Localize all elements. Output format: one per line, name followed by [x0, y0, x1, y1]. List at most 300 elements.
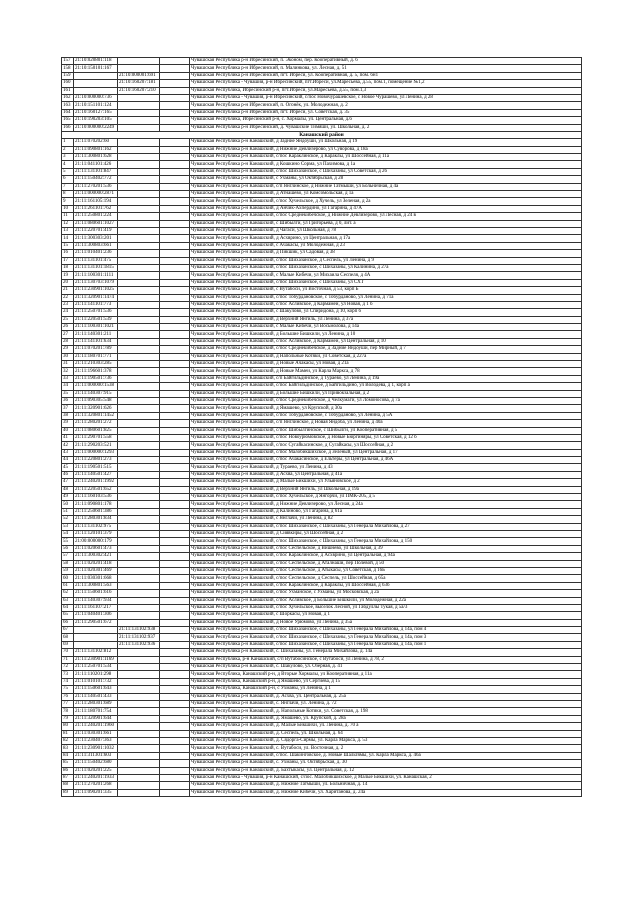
table-row — [62, 235, 582, 242]
extra-cell — [160, 176, 190, 183]
address-cell: Чувашская Республика, Ибресинский р-н, с. Хормалы, ул. Центральная, д.6 — [190, 117, 582, 124]
extra-cell — [160, 464, 190, 471]
address-cell: Чувашская Республика р-н Ибресинский, п. Малинкова, ул. Лесная, д. 51 — [190, 65, 582, 72]
extra-cell — [160, 427, 190, 434]
row-number-cell: 17 — [62, 257, 74, 264]
premises-cadastral-cell — [118, 390, 160, 397]
address-cell: Чувашская Республика р-н Канашский, д Новое Урюмово, ул Ленина, д 35а — [190, 619, 582, 626]
premises-cadastral-cell — [118, 575, 160, 582]
cadastral-number-cell: 21:11:090305:548 — [74, 397, 118, 404]
cadastral-number-cell: 21:11:160103:536 — [74, 494, 118, 501]
premises-cadastral-cell — [118, 198, 160, 205]
cadastral-number-cell: 21:11:161107:217 — [74, 604, 118, 611]
premises-cadastral-cell — [118, 442, 160, 449]
extra-cell — [160, 72, 190, 79]
cadastral-number-cell: 21:11:261101:762 — [74, 205, 118, 212]
table-row — [62, 109, 582, 116]
extra-cell — [160, 449, 190, 456]
row-number-cell: 67 — [62, 627, 74, 634]
registry-table — [61, 57, 581, 797]
row-number-cell: 78 — [62, 708, 74, 715]
row-number-cell: 37 — [62, 405, 74, 412]
premises-cadastral-cell: 21:10:160207:181 — [118, 80, 160, 87]
cadastral-number-cell: 21:11:250601:386 — [74, 508, 118, 515]
address-cell: Чувашская Республика р-н Канашский, с/пос Тобурдановское, с Тобурданово, ул Ленина, д 71а — [190, 294, 582, 301]
extra-cell — [160, 257, 190, 264]
premises-cadastral-cell — [118, 427, 160, 434]
extra-cell — [160, 434, 190, 441]
address-cell: Чувашская Республика р-н Канашский, с. Шихазаны, ул. Генерала Михайлова, д. 14а — [190, 649, 582, 656]
row-number-cell: 25 — [62, 316, 74, 323]
premises-cadastral-cell — [118, 700, 160, 707]
extra-cell — [160, 442, 190, 449]
extra-cell — [160, 531, 190, 538]
row-number-cell: 162 — [62, 94, 74, 101]
cadastral-number-cell: 21:11:220501:539 — [74, 316, 118, 323]
table-row — [62, 353, 582, 360]
table-row — [62, 457, 582, 464]
address-cell: Чувашская Республика, Ибресинский р-н, пгт.Ибреси, ул.Маресьева, д.55, пом.1,3 — [190, 87, 582, 94]
row-number-cell: 73 — [62, 671, 74, 678]
row-number-cell: 16 — [62, 250, 74, 257]
row-number-cell: 14 — [62, 235, 74, 242]
row-number-cell: 51 — [62, 508, 74, 515]
premises-cadastral-cell — [118, 664, 160, 671]
cadastral-number-cell: 21:11:300302:421 — [74, 553, 118, 560]
extra-cell — [160, 80, 190, 87]
row-number-cell: 26 — [62, 324, 74, 331]
extra-cell — [160, 597, 190, 604]
row-number-cell: 34 — [62, 383, 74, 390]
row-number-cell: 6 — [62, 176, 74, 183]
premises-cadastral-cell — [118, 353, 160, 360]
table-row — [62, 405, 582, 412]
address-cell: Чувашская Республика р-н Канашский, с/пос Ачакасинское, д Ёльтеры, ул Центральная, д 46А — [190, 457, 582, 464]
row-number-cell: 29 — [62, 346, 74, 353]
table-row — [62, 575, 582, 582]
address-cell: Чувашская Республика р-н Канашский, с/пос Караклинское, д Асхврино, ул Центральная, д 94а — [190, 553, 582, 560]
cadastral-number-cell: 21:11:110201:298 — [74, 671, 118, 678]
extra-cell — [160, 375, 190, 382]
address-cell: Чувашская Республика р-н Канашский, с Малые Кибечи, ул Восьмолова, д 14а — [190, 324, 582, 331]
row-number-cell: 72 — [62, 664, 74, 671]
premises-cadastral-cell — [118, 109, 160, 116]
row-number-cell: 2 — [62, 146, 74, 153]
cadastral-number-cell: 21:11:161105:194 — [74, 198, 118, 205]
table-row — [62, 146, 582, 153]
extra-cell — [160, 346, 190, 353]
extra-cell — [160, 516, 190, 523]
cadastral-number-cell: 21:11:000000:2871 — [74, 191, 118, 198]
extra-cell — [160, 656, 190, 663]
extra-cell — [160, 612, 190, 619]
extra-cell — [160, 331, 190, 338]
address-cell: Чувашская Республика р-н Канашский, с. Вутабоси, ул. Восточная, д. 2 — [190, 745, 582, 752]
address-cell: Чувашская Республика р-н Канашский, д Задние Яндоуши, ул Школьная, д 19 — [190, 139, 582, 146]
cadastral-number-cell: 21:00:000000:179 — [74, 538, 118, 545]
table-row — [62, 257, 582, 264]
row-number-cell: 49 — [62, 494, 74, 501]
premises-cadastral-cell — [118, 619, 160, 626]
extra-cell — [160, 94, 190, 101]
address-cell: Чувашская Республика р-н Канашский, с/пос Шихазанское, с Шихазаны, ул Генерала Михайлова, д 14а, пом 3 — [190, 634, 582, 641]
premises-cadastral-cell — [118, 124, 160, 131]
premises-cadastral-cell — [118, 767, 160, 774]
extra-cell — [160, 324, 190, 331]
row-number-cell: 20 — [62, 279, 74, 286]
address-cell: Чувашская Республика, Канашский р-н, д Вторые Хормалы, ул Кооперативная, д 11а — [190, 671, 582, 678]
row-number-cell: 157 — [62, 58, 74, 65]
address-cell: Чувашская Республика р-н Ибресинский, пгт. Ибреси, ул. Советская, д. 35 — [190, 109, 582, 116]
premises-cadastral-cell: 21:11:131102:936 — [118, 641, 160, 648]
premises-cadastral-cell — [118, 553, 160, 560]
row-number-cell: 46 — [62, 471, 74, 478]
premises-cadastral-cell — [118, 508, 160, 515]
row-number-cell: 55 — [62, 538, 74, 545]
cadastral-number-cell: 21:11:220501:652 — [74, 486, 118, 493]
cadastral-number-cell: 21:11:280301:834 — [74, 516, 118, 523]
premises-cadastral-cell — [118, 471, 160, 478]
cadastral-number-cell: 21:11:320801:1452 — [74, 412, 118, 419]
row-number-cell: 32 — [62, 368, 74, 375]
extra-cell — [160, 397, 190, 404]
row-number-cell: 59 — [62, 567, 74, 574]
address-cell: Чувашская Республика р-н Канашский, с/пос Новоурюмовское, д Новые Бюргиняры, ул Советская, д 12 б — [190, 434, 582, 441]
premises-cadastral-cell — [118, 205, 160, 212]
premises-cadastral-cell — [118, 383, 160, 390]
premises-cadastral-cell — [118, 309, 160, 316]
premises-cadastral-cell: 21:11:131102:938 — [118, 627, 160, 634]
extra-cell — [160, 227, 190, 234]
premises-cadastral-cell — [118, 235, 160, 242]
extra-cell — [160, 560, 190, 567]
cadastral-number-cell: 21:11:220701:419 — [74, 227, 118, 234]
table-row — [62, 730, 582, 737]
extra-cell — [160, 627, 190, 634]
row-number-cell: 40 — [62, 427, 74, 434]
table-row — [62, 590, 582, 597]
premises-cadastral-cell — [118, 117, 160, 124]
table-row — [62, 597, 582, 604]
premises-cadastral-cell — [118, 375, 160, 382]
premises-cadastral-cell — [118, 154, 160, 161]
address-cell: Чувашская Республика р-н Канашский, с/пос Асливское, д Кармамеи, ул Новая, д 1 б — [190, 301, 582, 308]
address-cell: Чувашская Республика р-н Канашский, д Сиявкиры, ул Шоссейная, д 2 — [190, 531, 582, 538]
row-number-cell: 58 — [62, 560, 74, 567]
table-row — [62, 80, 582, 87]
premises-cadastral-cell — [118, 479, 160, 486]
row-number-cell: 38 — [62, 412, 74, 419]
premises-cadastral-cell — [118, 272, 160, 279]
table-row — [62, 161, 582, 168]
extra-cell — [160, 250, 190, 257]
extra-cell — [160, 287, 190, 294]
premises-cadastral-cell — [118, 227, 160, 234]
cadastral-number-cell: 21:11:196601:378 — [74, 368, 118, 375]
cadastral-number-cell: 21:11:290701:558 — [74, 434, 118, 441]
address-cell: Чувашская Республика р-н Канашский, д Новые Ачакасы, ул Новая, д 21а — [190, 361, 582, 368]
cadastral-number-cell: 21:11:290203:521 — [74, 442, 118, 449]
extra-cell — [160, 604, 190, 611]
table-row — [62, 715, 582, 722]
premises-cadastral-cell — [118, 789, 160, 796]
address-cell: Чувашская Республика р-н Канашский, с/пос. Шакинговское, д. Новые Шальтямы, ул. Карла Маркса, д. 46а — [190, 752, 582, 759]
premises-cadastral-cell — [118, 65, 160, 72]
address-cell: Чувашская Республика р-н Канашский, д. Напольные Котяки, ул. Советская, д. 198 — [190, 708, 582, 715]
extra-cell — [160, 789, 190, 796]
cadastral-number-cell: 21:11:000000:1293 — [74, 449, 118, 456]
row-number-cell: 83 — [62, 745, 74, 752]
address-cell: Чувашская Республика р-н Канашский, с/пос Байгильдинское, д Байгильдино, ул Володева, д 1, корп а — [190, 383, 582, 390]
premises-cadastral-cell — [118, 501, 160, 508]
address-cell: Чувашская Республика, Канашский р-н, д Ямашево, ул Сергиева, д 15 — [190, 678, 582, 685]
extra-cell — [160, 412, 190, 419]
cadastral-number-cell: 21:11:090801:162 — [74, 146, 118, 153]
extra-cell — [160, 139, 190, 146]
address-cell: Чувашская Республика р-н Канашский, с/пос Сугайкасинское, д Сугайкасы, ул Шоссейная, д 2 — [190, 442, 582, 449]
cadastral-number-cell: 21:11:190501:736 — [74, 375, 118, 382]
premises-cadastral-cell — [118, 567, 160, 574]
address-cell: Чувашская Республика р-н Канашский, с Янглачи, ул Ленина, д 82 — [190, 516, 582, 523]
extra-cell — [160, 58, 190, 65]
cadastral-number-cell: 21:11:270201:268 — [74, 782, 118, 789]
cadastral-number-cell: 21:10:160127:165 — [74, 109, 118, 116]
table-row — [62, 94, 582, 101]
cadastral-number-cell: 21:10:020801:118 — [74, 58, 118, 65]
extra-cell — [160, 102, 190, 109]
table-row — [62, 58, 582, 65]
premises-cadastral-cell — [118, 449, 160, 456]
cadastral-number-cell: 21:11:140301:211 — [74, 331, 118, 338]
premises-cadastral-cell — [118, 693, 160, 700]
address-cell: Чувашская Республика р-н Канашский, д Верхний Янгиль, ул Ленина, д 37а — [190, 316, 582, 323]
extra-cell — [160, 752, 190, 759]
table-row — [62, 87, 582, 94]
premises-cadastral-cell — [118, 264, 160, 271]
table-row — [62, 612, 582, 619]
extra-cell — [160, 523, 190, 530]
table-row — [62, 168, 582, 175]
row-number-cell: 50 — [62, 501, 74, 508]
cadastral-number-cell: 21:11:320901:644 — [74, 715, 118, 722]
extra-cell — [160, 87, 190, 94]
extra-cell — [160, 198, 190, 205]
table-row — [62, 523, 582, 530]
address-cell: Чувашская Республика р-н Канашский, с/пос Хучельское, выселок Лесной, ул Габдуллы Тукая, д 5а/3 — [190, 604, 582, 611]
table-row — [62, 383, 582, 390]
premises-cadastral-cell — [118, 457, 160, 464]
row-number-cell: 24 — [62, 309, 74, 316]
extra-cell — [160, 553, 190, 560]
address-cell: Чувашская Республика р-н Канашский, с/пос Шихазанское, с Шихазаны, ул Генерала Михайлова, д 14а, пом 4 — [190, 627, 582, 634]
table-row — [62, 412, 582, 419]
cadastral-number-cell: 21:11:280201:272 — [74, 420, 118, 427]
cadastral-number-cell: 21:11:030301:668 — [74, 575, 118, 582]
table-row — [62, 434, 582, 441]
cadastral-number-cell: 21:11:180701:754 — [74, 708, 118, 715]
premises-cadastral-cell — [118, 316, 160, 323]
row-number-cell: 8 — [62, 191, 74, 198]
table-row — [62, 242, 582, 249]
extra-cell — [160, 774, 190, 781]
premises-cadastral-cell — [118, 782, 160, 789]
premises-cadastral-cell — [118, 183, 160, 190]
table-row — [62, 220, 582, 227]
address-cell: Чувашская Республика р-н Канашский, с/пос Сеспельское, д Атыкасы, ул Советская, д 16Б — [190, 567, 582, 574]
row-number-cell: 9 — [62, 198, 74, 205]
address-cell: Чувашская Республика р-н Канашский, с/пос Сеспельское, д Аталнаши, пер Полевой, д 50 — [190, 560, 582, 567]
premises-cadastral-cell — [118, 94, 160, 101]
premises-cadastral-cell — [118, 220, 160, 227]
table-row — [62, 309, 582, 316]
cadastral-number-cell: 21:10:190203:105 — [74, 117, 118, 124]
address-cell: Чувашская Республика р-н Канашский, д. Бахтыкасы, ул. Центральная, д. 12 — [190, 767, 582, 774]
cadastral-number-cell: 21:11:080601:1027 — [74, 220, 118, 227]
premises-cadastral-cell — [118, 287, 160, 294]
row-number-cell: 85 — [62, 760, 74, 767]
row-number-cell: 27 — [62, 331, 74, 338]
address-cell: Чувашская Республика р-н Канашский, д. Нижние Татмыши, ул. Больничная, д. 14 — [190, 782, 582, 789]
premises-cadastral-cell — [118, 656, 160, 663]
table-body-kanashsky — [62, 139, 582, 797]
address-cell: Чувашская Республика р-н Канашский, с. Янглачи, ул. Ленина, д. 72 — [190, 700, 582, 707]
row-number-cell: 161 — [62, 87, 74, 94]
premises-cadastral-cell — [118, 730, 160, 737]
extra-cell — [160, 693, 190, 700]
premises-cadastral-cell — [118, 361, 160, 368]
table-row — [62, 346, 582, 353]
premises-cadastral-cell — [118, 464, 160, 471]
row-number-cell: 164 — [62, 109, 74, 116]
row-number-cell: 7 — [62, 183, 74, 190]
row-number-cell: 1 — [62, 139, 74, 146]
extra-cell — [160, 708, 190, 715]
cadastral-number-cell: 21:11:141101:634 — [74, 338, 118, 345]
address-cell: Чувашская Республика р-н Канашский, с/пос Шихазанское, д Сеспель, ул Ленина, д 9 — [190, 257, 582, 264]
premises-cadastral-cell — [118, 346, 160, 353]
cadastral-number-cell: 21:11:150601:616 — [74, 590, 118, 597]
address-cell: Чувашская Республика р-н Канашский, с/пос Шибылгинское, с Шибылги, ул Кооперативная, д 5 — [190, 427, 582, 434]
table-row — [62, 723, 582, 730]
address-cell: Чувашская Республика р-н Канашский, с/пос Среднекибечское, д Челкумаги, ул Ломоносова, д 7а — [190, 397, 582, 404]
table-row — [62, 752, 582, 759]
premises-cadastral-cell — [118, 102, 160, 109]
extra-cell — [160, 649, 190, 656]
table-row — [62, 649, 582, 656]
table-row — [62, 641, 582, 648]
row-number-cell: 33 — [62, 375, 74, 382]
premises-cadastral-cell — [118, 168, 160, 175]
table-row — [62, 604, 582, 611]
table-row — [62, 671, 582, 678]
table-row — [62, 464, 582, 471]
table-row — [62, 516, 582, 523]
table-row — [62, 494, 582, 501]
address-cell: Чувашская Республика - Чувашия, р-н Ибресинский, пгт.Ибреси, ул.Маресьева, д.55, пом.1, помещение №1,2 — [190, 80, 582, 87]
table-row — [62, 501, 582, 508]
table-row — [62, 397, 582, 404]
table-row — [62, 250, 582, 257]
cadastral-number-cell: 21:11:140307:915 — [74, 390, 118, 397]
table-row — [62, 664, 582, 671]
cadastral-number-cell: 21:11:280301:689 — [74, 700, 118, 707]
address-cell: Чувашская Республика р-н Канашский, с Ухманы, ул Октябрьская, д 28 — [190, 176, 582, 183]
table-row — [62, 124, 582, 131]
cadastral-number-cell — [74, 641, 118, 648]
address-cell: Чувашская Республика р-н Канашский, д. Малые Бикшихи, ул. Ленина, д. 70 а — [190, 723, 582, 730]
row-number-cell: 70 — [62, 649, 74, 656]
row-number-cell: 21 — [62, 287, 74, 294]
cadastral-number-cell: 21:11:080601:825 — [74, 427, 118, 434]
row-number-cell: 65 — [62, 612, 74, 619]
premises-cadastral-cell — [118, 604, 160, 611]
premises-cadastral-cell — [118, 420, 160, 427]
premises-cadastral-cell — [118, 523, 160, 530]
cadastral-number-cell: 21:11:020301:469 — [74, 567, 118, 574]
extra-cell — [160, 700, 190, 707]
cadastral-number-cell: 21:11:040401:306 — [74, 612, 118, 619]
extra-cell — [160, 590, 190, 597]
extra-cell — [160, 146, 190, 153]
cadastral-number-cell: 21:11:190501:515 — [74, 464, 118, 471]
cadastral-number-cell — [74, 87, 118, 94]
address-cell: Чувашская Республика р-н Канашский, д Пикшик, ул Садовая, д 38 — [190, 250, 582, 257]
cadastral-number-cell: 21:11:240201:1992 — [74, 479, 118, 486]
cadastral-number-cell: 21:11:240201:1933 — [74, 774, 118, 781]
row-number-cell: 44 — [62, 457, 74, 464]
cadastral-number-cell: 21:11:320901:1474 — [74, 294, 118, 301]
extra-cell — [160, 634, 190, 641]
cadastral-number-cell: 21:11:020601:473 — [74, 545, 118, 552]
row-number-cell: 158 — [62, 65, 74, 72]
address-cell: Чувашская Республика р-н Канашский, с/пос Шихазанское, с Шихазаны, ул Калинина, д 27а — [190, 264, 582, 271]
row-number-cell: 71 — [62, 656, 74, 663]
row-number-cell: 19 — [62, 272, 74, 279]
premises-cadastral-cell — [118, 412, 160, 419]
address-cell: Чувашская Республика р-н Канашский, д Калиново, ул Гагарина, д 61а — [190, 508, 582, 515]
premises-cadastral-cell — [118, 678, 160, 685]
table-row — [62, 294, 582, 301]
table-row — [62, 693, 582, 700]
cadastral-number-cell: 21:11:150402:680 — [74, 760, 118, 767]
table-row — [62, 737, 582, 744]
cadastral-number-cell: 21:11:131101:475 — [74, 257, 118, 264]
row-number-cell: 63 — [62, 597, 74, 604]
cadastral-number-cell: 21:11:090801:178 — [74, 501, 118, 508]
extra-cell — [160, 501, 190, 508]
extra-cell — [160, 715, 190, 722]
cadastral-number-cell: 21:10:150101:167 — [74, 65, 118, 72]
extra-cell — [160, 420, 190, 427]
cadastral-number-cell: 21:11:140501:427 — [74, 471, 118, 478]
address-cell: Чувашская Республика р-н Канашский, с/пос Асливское, д Кармамеи, ул Центральная, д 10 — [190, 338, 582, 345]
address-cell: Чувашская Республика р-н Канашский, с/пос Шихазанское, с Шихазаны, ул СХТ — [190, 279, 582, 286]
table-row — [62, 486, 582, 493]
cadastral-number-cell: 21:11:150601:643 — [74, 686, 118, 693]
extra-cell — [160, 486, 190, 493]
cadastral-number-cell: 21:10:000000:2249 — [74, 124, 118, 131]
table-row — [62, 191, 582, 198]
cadastral-number-cell: 21:11:140501:433 — [74, 693, 118, 700]
table-row — [62, 72, 582, 79]
extra-cell — [160, 353, 190, 360]
table-row — [62, 567, 582, 574]
extra-cell — [160, 338, 190, 345]
cadastral-number-cell: 21:11:230901:1025 — [74, 287, 118, 294]
table-row — [62, 508, 582, 515]
table-row — [62, 213, 582, 220]
extra-cell — [160, 242, 190, 249]
